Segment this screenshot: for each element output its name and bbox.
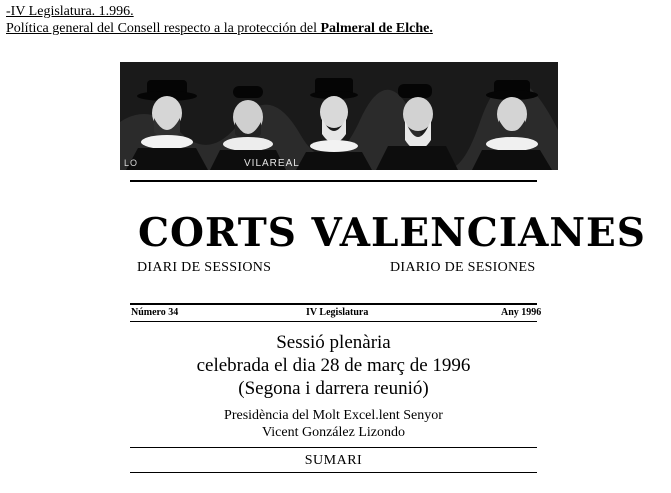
issue-legislature: IV Legislatura xyxy=(306,307,369,318)
newspaper-clipping xyxy=(120,62,646,488)
meta-top-rule xyxy=(130,303,537,305)
portrait-banner xyxy=(120,62,558,170)
header-legislature: -IV Legislatura. 1.996. xyxy=(6,4,134,19)
president-name: Vicent González Lizondo xyxy=(262,425,405,440)
masthead-top-rule xyxy=(130,180,537,182)
portraits-illustration xyxy=(120,62,558,170)
header-topic-text: Política general del Consell respecto a la protección del xyxy=(6,21,321,36)
session-title: Sessió plenària xyxy=(276,332,391,353)
session-meeting: (Segona i darrera reunió) xyxy=(238,378,429,399)
summary-bottom-rule xyxy=(130,472,537,473)
header-topic xyxy=(6,20,433,37)
meta-bottom-rule xyxy=(130,321,537,322)
summary-top-rule xyxy=(130,447,537,448)
masthead-title: CORTS VALENCIANES xyxy=(138,210,646,256)
masthead-subtitle-valencian: DIARI DE SESSIONS xyxy=(137,260,272,275)
summary-heading: SUMARI xyxy=(304,453,363,468)
banner-caption-left: LO xyxy=(124,158,139,168)
banner-caption-center: VILAREAL xyxy=(244,158,300,169)
header-topic-bold: Palmeral de Elche. xyxy=(320,21,433,36)
presidency-line: Presidència del Molt Excel.lent Senyor xyxy=(224,408,443,423)
session-date: celebrada el dia 28 de març de 1996 xyxy=(196,355,471,376)
document-header xyxy=(6,3,433,37)
issue-year: Any 1996 xyxy=(501,307,542,318)
masthead-subtitle-spanish: DIARIO DE SESIONES xyxy=(390,260,536,275)
issue-number: Número 34 xyxy=(131,307,179,318)
